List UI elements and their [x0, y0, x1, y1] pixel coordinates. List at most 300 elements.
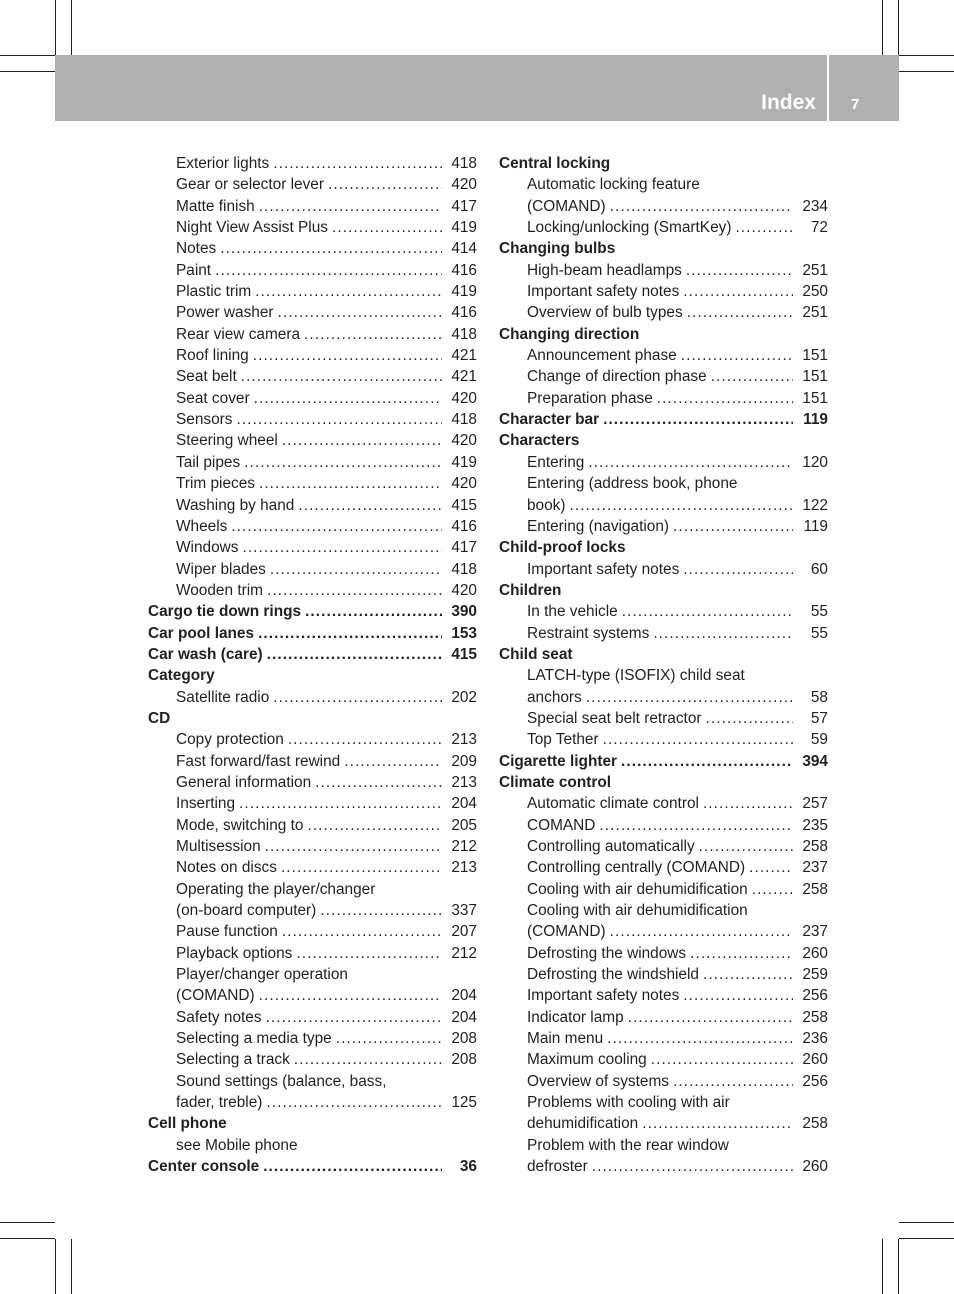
- index-subentry: [499, 302, 828, 323]
- dot-leader: [336, 1028, 442, 1049]
- dot-leader: [296, 943, 442, 964]
- entry-page-number: 58: [810, 688, 828, 706]
- entry-label: Cooling with air dehumidification: [527, 880, 748, 898]
- entry-page-number: 420: [451, 581, 477, 599]
- index-subentry: [148, 1092, 477, 1113]
- entry-page-number: 260: [802, 1158, 828, 1176]
- dot-leader: [586, 687, 793, 708]
- dot-leader: [220, 238, 442, 259]
- dot-leader: [263, 1156, 442, 1177]
- entry-label: Locking/unlocking (SmartKey): [527, 219, 732, 237]
- entry-label: Entering: [527, 453, 585, 471]
- index-subentry: [499, 1028, 828, 1049]
- entry-page-number: 417: [451, 197, 477, 215]
- entry-label: Cooling with air dehumidification: [527, 902, 748, 920]
- index-subentry: [499, 495, 828, 516]
- dot-leader: [244, 452, 442, 473]
- index-entry: [148, 644, 477, 665]
- index-subentry: [499, 559, 828, 580]
- entry-label: Roof lining: [176, 347, 249, 365]
- index-subentry: [499, 964, 828, 985]
- entry-label: LATCH-type (ISOFIX) child seat: [527, 667, 745, 685]
- dot-leader: [603, 729, 793, 750]
- dot-leader: [621, 751, 793, 772]
- entry-label: Paint: [176, 261, 212, 279]
- entry-label: see Mobile phone: [176, 1136, 298, 1154]
- dot-leader: [267, 580, 442, 601]
- entry-label: Problems with cooling with air: [527, 1094, 730, 1112]
- dot-leader: [278, 302, 442, 323]
- entry-label: dehumidification: [527, 1115, 639, 1133]
- entry-page-number: 208: [451, 1051, 477, 1069]
- entry-page-number: 119: [803, 517, 828, 535]
- entry-label: Wheels: [176, 517, 228, 535]
- index-subentry: [148, 516, 477, 537]
- crop-mark: [71, 1239, 72, 1294]
- entry-page-number: 420: [451, 432, 477, 450]
- index-column-left: [148, 153, 477, 1178]
- entry-label: Rear view camera: [176, 325, 301, 343]
- entry-page-number: 415: [451, 645, 477, 663]
- entry-page-number: 416: [451, 261, 477, 279]
- index-entry: [148, 665, 477, 686]
- dot-leader: [259, 473, 442, 494]
- entry-page-number: 256: [802, 1072, 828, 1090]
- entry-page-number: 235: [802, 816, 828, 834]
- entry-label: defroster: [527, 1158, 588, 1176]
- index-subentry: [148, 1071, 477, 1092]
- entry-label: Selecting a media type: [176, 1030, 332, 1048]
- index-subentry: [499, 473, 828, 494]
- index-subentry: [148, 559, 477, 580]
- entry-page-number: 259: [802, 966, 828, 984]
- entry-label: Defrosting the windows: [527, 944, 687, 962]
- entry-page-number: 416: [451, 304, 477, 322]
- index-subentry: [148, 879, 477, 900]
- entry-page-number: 207: [451, 923, 477, 941]
- entry-page-number: 202: [451, 688, 477, 706]
- entry-label: Exterior lights: [176, 155, 270, 172]
- index-subentry: [499, 836, 828, 857]
- dot-leader: [305, 601, 442, 622]
- entry-page-number: 213: [451, 859, 477, 877]
- entry-label: Important safety notes: [527, 283, 680, 301]
- entry-label: Special seat belt retractor: [527, 709, 702, 727]
- entry-page-number: 205: [451, 816, 477, 834]
- entry-label: Multisession: [176, 838, 261, 855]
- entry-label: Inserting: [176, 795, 236, 813]
- crop-mark: [55, 0, 56, 55]
- entry-label: Problem with the rear window: [527, 1136, 729, 1154]
- index-entry: [148, 708, 477, 729]
- dot-leader: [242, 537, 442, 558]
- entry-label: Playback options: [176, 944, 293, 962]
- entry-page-number: 417: [451, 539, 477, 557]
- entry-page-number: 60: [810, 560, 828, 578]
- index-subentry: [148, 153, 477, 174]
- index-subentry: [499, 921, 828, 942]
- index-subentry: [499, 943, 828, 964]
- index-subentry: [499, 516, 828, 537]
- header-divider: [827, 55, 829, 121]
- entry-label: Notes: [176, 240, 217, 258]
- entry-page-number: 260: [802, 1051, 828, 1069]
- entry-label: anchors: [527, 688, 582, 706]
- index-subentry: [148, 793, 477, 814]
- entry-label: Automatic locking feature: [527, 176, 700, 194]
- entry-label: Car pool lanes: [148, 624, 255, 642]
- entry-page-number: 72: [810, 219, 828, 237]
- entry-label: Selecting a track: [176, 1051, 290, 1069]
- entry-page-number: 419: [451, 453, 477, 471]
- entry-label: Notes on discs: [176, 859, 277, 877]
- entry-page-number: 213: [451, 731, 477, 749]
- entry-label: (on-board computer): [176, 902, 317, 920]
- entry-label: High-beam headlamps: [527, 261, 682, 279]
- entry-label: Change of direction phase: [527, 368, 707, 386]
- crop-mark: [899, 55, 954, 56]
- crop-mark: [0, 55, 55, 56]
- entry-page-number: 251: [802, 261, 828, 279]
- dot-leader: [236, 409, 442, 430]
- entry-page-number: 204: [451, 795, 477, 813]
- dot-leader: [273, 153, 442, 174]
- dot-leader: [683, 281, 793, 302]
- dot-leader: [622, 601, 793, 622]
- index-subentry: [148, 687, 477, 708]
- index-subentry: [499, 708, 828, 729]
- entry-page-number: 337: [451, 902, 477, 920]
- dot-leader: [610, 921, 793, 942]
- crop-mark: [71, 0, 72, 55]
- entry-page-number: 420: [451, 176, 477, 194]
- entry-label: In the vehicle: [527, 603, 618, 621]
- index-entry: [499, 324, 828, 345]
- entry-page-number: 421: [451, 368, 477, 386]
- crop-mark: [0, 71, 55, 72]
- entry-page-number: 251: [802, 304, 828, 322]
- index-subentry: [148, 452, 477, 473]
- entry-label: Controlling centrally (COMAND): [527, 859, 746, 877]
- index-subentry: [499, 1156, 828, 1177]
- dot-leader: [749, 857, 793, 878]
- dot-leader: [259, 196, 442, 217]
- index-subentry: [148, 1007, 477, 1028]
- entry-label: Entering (navigation): [527, 517, 670, 535]
- entry-label: Mode, switching to: [176, 816, 304, 834]
- dot-leader: [673, 1071, 793, 1092]
- index-subentry: [499, 1007, 828, 1028]
- entry-page-number: 55: [810, 624, 828, 642]
- entry-label: (COMAND): [527, 923, 606, 941]
- index-subentry: [148, 409, 477, 430]
- entry-page-number: 258: [802, 880, 828, 898]
- entry-label: Overview of bulb types: [527, 304, 683, 322]
- index-subentry: [499, 900, 828, 921]
- index-subentry: [148, 1135, 477, 1156]
- crop-mark: [899, 1238, 954, 1239]
- crop-mark: [0, 1238, 55, 1239]
- entry-label: Cargo tie down rings: [148, 603, 302, 621]
- crop-mark: [0, 1222, 55, 1223]
- entry-page-number: 250: [802, 283, 828, 301]
- entry-label: General information: [176, 773, 312, 791]
- index-entry: [499, 409, 828, 430]
- index-subentry: [148, 815, 477, 836]
- dot-leader: [259, 985, 442, 1006]
- dot-leader: [610, 196, 793, 217]
- dot-leader: [320, 900, 442, 921]
- index-subentry: [148, 473, 477, 494]
- entry-label: (COMAND): [527, 197, 606, 215]
- index-subentry: [499, 815, 828, 836]
- entry-label: fader, treble): [176, 1094, 263, 1112]
- entry-label: Matte finish: [176, 197, 255, 215]
- dot-leader: [588, 452, 793, 473]
- dot-leader: [241, 366, 442, 387]
- entry-page-number: 204: [451, 1008, 477, 1026]
- index-entry: [148, 1156, 477, 1177]
- entry-label: Character bar: [499, 411, 600, 429]
- dot-leader: [315, 772, 442, 793]
- entry-label: Pause function: [176, 923, 278, 941]
- entry-label: Gear or selector lever: [176, 176, 324, 194]
- entry-page-number: 151: [802, 347, 828, 365]
- entry-page-number: 153: [451, 624, 477, 642]
- index-entry: [499, 772, 828, 793]
- entry-page-number: 151: [802, 368, 828, 386]
- entry-page-number: 209: [451, 752, 477, 770]
- dot-leader: [294, 1049, 442, 1070]
- index-subentry: [148, 302, 477, 323]
- dot-leader: [282, 430, 442, 451]
- index-subentry: [148, 366, 477, 387]
- index-subentry: [148, 921, 477, 942]
- dot-leader: [690, 943, 793, 964]
- index-subentry: [499, 388, 828, 409]
- index-subentry: [148, 388, 477, 409]
- entry-page-number: 125: [451, 1094, 477, 1112]
- entry-label: Seat belt: [176, 368, 237, 386]
- entry-page-number: 419: [451, 283, 477, 301]
- index-subentry: [499, 665, 828, 686]
- entry-page-number: 418: [451, 325, 477, 343]
- dot-leader: [253, 345, 442, 366]
- index-subentry: [148, 751, 477, 772]
- dot-leader: [653, 623, 793, 644]
- dot-leader: [239, 793, 442, 814]
- entry-page-number: 57: [810, 709, 828, 727]
- entry-page-number: 418: [451, 155, 477, 172]
- entry-label: Children: [499, 581, 562, 599]
- dot-leader: [328, 174, 442, 195]
- index-subentry: [148, 1049, 477, 1070]
- entry-label: Central locking: [499, 155, 611, 172]
- dot-leader: [282, 921, 442, 942]
- dot-leader: [642, 1113, 793, 1134]
- index-subentry: [499, 281, 828, 302]
- index-subentry: [499, 1135, 828, 1156]
- entry-label: Climate control: [499, 773, 612, 791]
- entry-page-number: 120: [802, 453, 828, 471]
- index-entry: [499, 537, 828, 558]
- dot-leader: [752, 879, 793, 900]
- entry-label: Trim pieces: [176, 475, 255, 493]
- index-entry: [148, 601, 477, 622]
- entry-label: book): [527, 496, 566, 514]
- index-subentry: [499, 174, 828, 195]
- index-subentry: [148, 900, 477, 921]
- entry-page-number: 119: [803, 411, 828, 429]
- entry-label: Category: [148, 667, 215, 685]
- dot-leader: [344, 751, 442, 772]
- entry-label: Wiper blades: [176, 560, 266, 578]
- dot-leader: [651, 1049, 793, 1070]
- index-subentry: [499, 601, 828, 622]
- entry-label: Child seat: [499, 645, 573, 663]
- dot-leader: [570, 495, 794, 516]
- entry-label: Satellite radio: [176, 688, 270, 706]
- dot-leader: [683, 985, 793, 1006]
- index-subentry: [499, 879, 828, 900]
- entry-label: Sound settings (balance, bass,: [176, 1072, 387, 1090]
- entry-page-number: 212: [451, 838, 477, 855]
- entry-label: Steering wheel: [176, 432, 278, 450]
- dot-leader: [215, 260, 442, 281]
- dot-leader: [703, 793, 793, 814]
- entry-label: Important safety notes: [527, 987, 680, 1005]
- dot-leader: [307, 815, 442, 836]
- entry-label: Car wash (care): [148, 645, 263, 663]
- entry-label: Preparation phase: [527, 389, 653, 407]
- entry-page-number: 257: [802, 795, 828, 813]
- entry-page-number: 237: [802, 859, 828, 877]
- dot-leader: [281, 857, 442, 878]
- crop-mark: [899, 71, 954, 72]
- index-subentry: [148, 495, 477, 516]
- index-subentry: [499, 793, 828, 814]
- index-subentry: [148, 260, 477, 281]
- dot-leader: [687, 302, 793, 323]
- entry-label: Night View Assist Plus: [176, 219, 328, 237]
- entry-label: Washing by hand: [176, 496, 295, 514]
- entry-page-number: 36: [459, 1158, 477, 1176]
- entry-page-number: 208: [451, 1030, 477, 1048]
- entry-label: Characters: [499, 432, 580, 450]
- entry-label: Defrosting the windshield: [527, 966, 699, 984]
- page-number: 7: [851, 96, 860, 113]
- entry-page-number: 416: [451, 517, 477, 535]
- index-subentry: [499, 217, 828, 238]
- entry-page-number: 420: [451, 389, 477, 407]
- index-subentry: [148, 324, 477, 345]
- dot-leader: [255, 281, 442, 302]
- dot-leader: [699, 836, 793, 857]
- crop-mark: [899, 1222, 954, 1223]
- entry-label: Child-proof locks: [499, 539, 626, 557]
- entry-page-number: 151: [802, 389, 828, 407]
- entry-label: Entering (address book, phone: [527, 475, 738, 493]
- entry-label: Overview of systems: [527, 1072, 669, 1090]
- dot-leader: [686, 260, 793, 281]
- index-subentry: [499, 366, 828, 387]
- index-subentry: [499, 857, 828, 878]
- index-subentry: [148, 238, 477, 259]
- dot-leader: [258, 623, 442, 644]
- index-subentry: [148, 430, 477, 451]
- entry-label: Main menu: [527, 1030, 604, 1048]
- crop-mark: [898, 0, 899, 55]
- index-subentry: [148, 985, 477, 1006]
- entry-label: Fast forward/fast rewind: [176, 752, 341, 770]
- entry-page-number: 415: [451, 496, 477, 514]
- index-subentry: [148, 345, 477, 366]
- dot-leader: [266, 1007, 442, 1028]
- dot-leader: [288, 729, 442, 750]
- entry-page-number: 260: [802, 944, 828, 962]
- index-subentry: [148, 174, 477, 195]
- dot-leader: [332, 217, 442, 238]
- entry-page-number: 234: [802, 197, 828, 215]
- entry-page-number: 204: [451, 987, 477, 1005]
- index-subentry: [499, 452, 828, 473]
- index-column-right: [499, 153, 828, 1178]
- dot-leader: [607, 1028, 793, 1049]
- crop-mark: [882, 1239, 883, 1294]
- entry-page-number: 258: [802, 1115, 828, 1133]
- index-subentry: [148, 964, 477, 985]
- index-subentry: [148, 281, 477, 302]
- dot-leader: [628, 1007, 793, 1028]
- index-subentry: [148, 580, 477, 601]
- entry-label: Changing direction: [499, 325, 640, 343]
- dot-leader: [254, 388, 442, 409]
- index-subentry: [148, 943, 477, 964]
- index-subentry: [499, 985, 828, 1006]
- entry-page-number: 212: [451, 944, 477, 962]
- entry-label: Operating the player/changer: [176, 880, 376, 898]
- entry-label: Windows: [176, 539, 239, 557]
- entry-label: Announcement phase: [527, 347, 677, 365]
- dot-leader: [706, 708, 793, 729]
- entry-label: Restraint systems: [527, 624, 650, 642]
- entry-page-number: 258: [802, 838, 828, 855]
- entry-page-number: 420: [451, 475, 477, 493]
- entry-page-number: 237: [802, 923, 828, 941]
- entry-label: Cell phone: [148, 1115, 227, 1133]
- page-header: [55, 55, 899, 121]
- index-subentry: [499, 729, 828, 750]
- crop-mark: [898, 1239, 899, 1294]
- entry-page-number: 236: [802, 1030, 828, 1048]
- index-subentry: [499, 1049, 828, 1070]
- entry-label: Sensors: [176, 411, 233, 429]
- entry-label: COMAND: [527, 816, 596, 834]
- entry-label: Seat cover: [176, 389, 250, 407]
- index-entry: [148, 623, 477, 644]
- index-subentry: [499, 345, 828, 366]
- crop-mark: [882, 0, 883, 55]
- entry-page-number: 258: [802, 1008, 828, 1026]
- entry-label: (COMAND): [176, 987, 255, 1005]
- index-subentry: [148, 217, 477, 238]
- page-title: Index: [761, 91, 816, 114]
- index-subentry: [148, 196, 477, 217]
- dot-leader: [681, 345, 793, 366]
- entry-label: Wooden trim: [176, 581, 263, 599]
- entry-page-number: 421: [451, 347, 477, 365]
- index-entry: [499, 751, 828, 772]
